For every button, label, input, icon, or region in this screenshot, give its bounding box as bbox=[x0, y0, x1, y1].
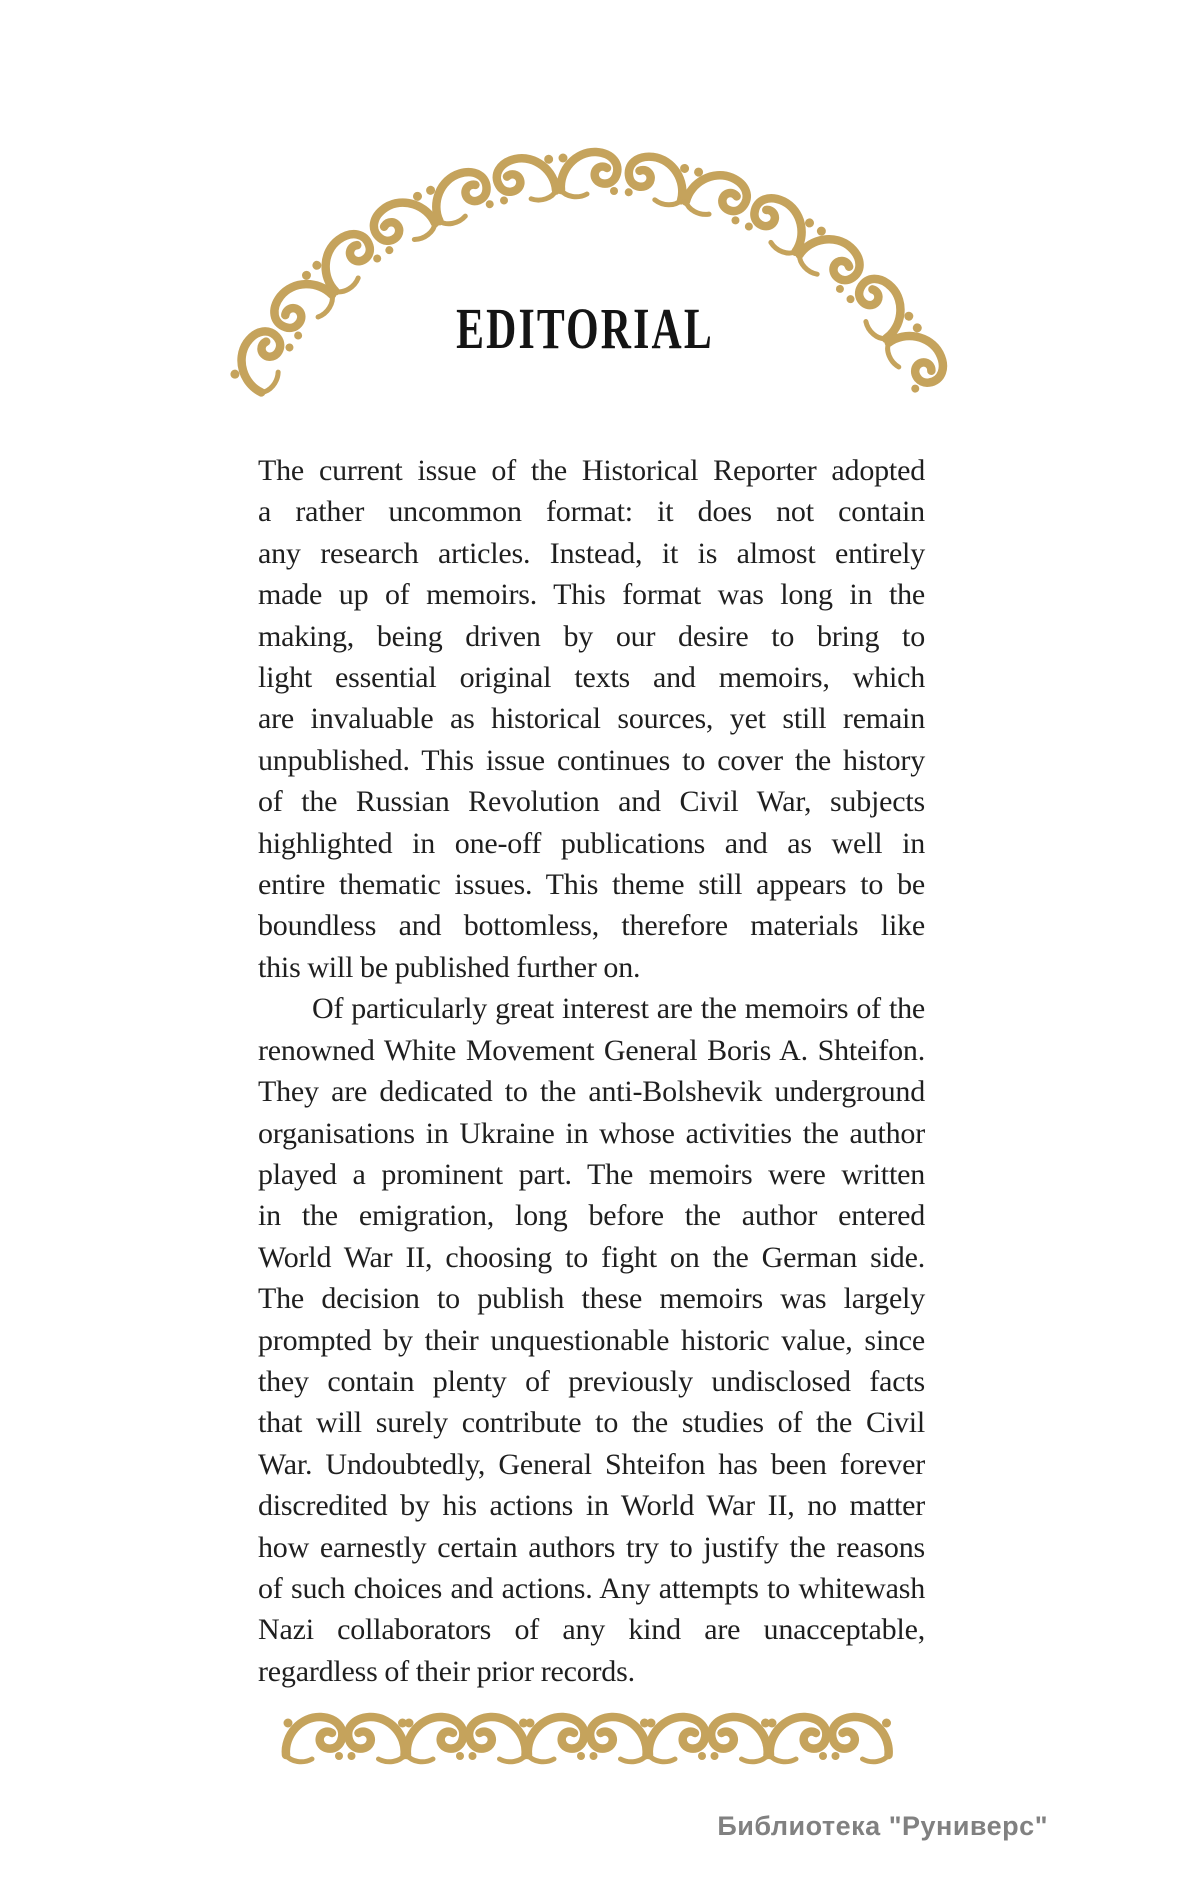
text-line: The decision to publish these memoirs was largely bbox=[258, 1282, 925, 1316]
text-line: light essential original texts and memoirs, which bbox=[258, 661, 925, 695]
scroll-flourish-icon bbox=[647, 1717, 707, 1762]
text-line: renowned White Movement General Boris A. Shteifon. bbox=[258, 1033, 925, 1067]
text-line: that will surely contribute to the studies of the Civil bbox=[258, 1406, 925, 1440]
scroll-flourish-icon bbox=[227, 324, 296, 398]
text-line: of the Russian Revolution and Civil War, subjects bbox=[258, 785, 925, 819]
text-line: They are dedicated to the anti-Bolshevik underground bbox=[258, 1075, 925, 1109]
scroll-flourish-icon bbox=[590, 1717, 650, 1762]
text-line: unpublished. This issue continues to cover the history bbox=[258, 743, 925, 777]
scroll-flourish-icon bbox=[526, 1717, 586, 1762]
text-line: War. Undoubtedly, General Shteifon has been forever bbox=[258, 1447, 925, 1481]
scroll-flourish-icon bbox=[469, 1717, 529, 1762]
text-line: Of particularly great interest are the memoirs of the bbox=[312, 992, 925, 1026]
text-line: a rather uncommon format: it does not contain bbox=[258, 495, 925, 529]
scroll-flourish-icon bbox=[844, 271, 917, 345]
scroll-flourish-icon bbox=[493, 153, 559, 207]
paragraph bbox=[258, 450, 925, 988]
scroll-flourish-icon bbox=[348, 1717, 408, 1762]
page-title-wrap bbox=[406, 296, 764, 361]
scroll-flourish-icon bbox=[882, 321, 951, 395]
text-line: they contain plenty of previously undisclosed facts bbox=[258, 1364, 925, 1398]
text-line: made up of memoirs. This format was long in the bbox=[258, 578, 925, 612]
scroll-flourish-icon bbox=[624, 153, 690, 207]
text-line: organisations in Ukraine in whose activities the author bbox=[258, 1116, 925, 1150]
text-line: World War II, choosing to fight on the German side. bbox=[258, 1240, 925, 1274]
paragraph bbox=[258, 988, 925, 1692]
scroll-flourish-icon bbox=[711, 1717, 771, 1762]
text-line: this will be published further on. bbox=[258, 950, 641, 984]
text-line: in the emigration, long before the author entered bbox=[258, 1199, 925, 1233]
scroll-flourish-icon bbox=[681, 165, 752, 227]
scroll-flourish-icon bbox=[310, 226, 384, 298]
scroll-flourish-icon bbox=[832, 1717, 892, 1762]
text-line: played a prominent part. The memoirs were written bbox=[258, 1157, 925, 1191]
text-line: of such choices and actions. Any attempts to whitewash bbox=[258, 1571, 925, 1605]
text-line: prompted by their unquestionable historic value, since bbox=[258, 1323, 925, 1357]
text-line: are invaluable as historical sources, yet still remain bbox=[258, 702, 925, 736]
text-line: highlighted in one-off publications and as well in bbox=[258, 826, 925, 860]
text-line: Nazi collaborators of any kind are unacceptable, bbox=[258, 1613, 925, 1647]
text-line: discredited by his actions in World War II, no matter bbox=[258, 1489, 925, 1523]
scroll-flourish-icon bbox=[743, 191, 817, 259]
bottom-band-ornament-icon bbox=[0, 1700, 1200, 1790]
library-watermark: Библиотека "Руниверс" bbox=[717, 1811, 1048, 1841]
scroll-flourish-icon bbox=[424, 166, 495, 228]
page-title: EDITORIAL bbox=[456, 296, 714, 361]
scroll-flourish-icon bbox=[266, 268, 339, 342]
scroll-flourish-icon bbox=[793, 224, 867, 296]
text-line: boundless and bottomless, therefore materials like bbox=[258, 909, 925, 943]
scroll-flourish-icon bbox=[559, 152, 619, 197]
text-line: The current issue of the Historical Reporter adopted bbox=[258, 454, 925, 487]
text-line: any research articles. Instead, it is almost entirely bbox=[258, 536, 925, 570]
text-line: how earnestly certain authors try to justify the reasons bbox=[258, 1530, 925, 1564]
text-line: regardless of their prior records. bbox=[258, 1654, 635, 1688]
editorial-text bbox=[258, 450, 925, 1692]
scroll-flourish-icon bbox=[768, 1717, 828, 1762]
scroll-flourish-icon bbox=[367, 189, 441, 257]
scroll-flourish-icon bbox=[405, 1717, 465, 1762]
text-line: entire thematic issues. This theme still appears to be bbox=[258, 868, 925, 902]
scroll-flourish-icon bbox=[284, 1717, 344, 1762]
text-line: making, being driven by our desire to bring to bbox=[258, 619, 925, 653]
